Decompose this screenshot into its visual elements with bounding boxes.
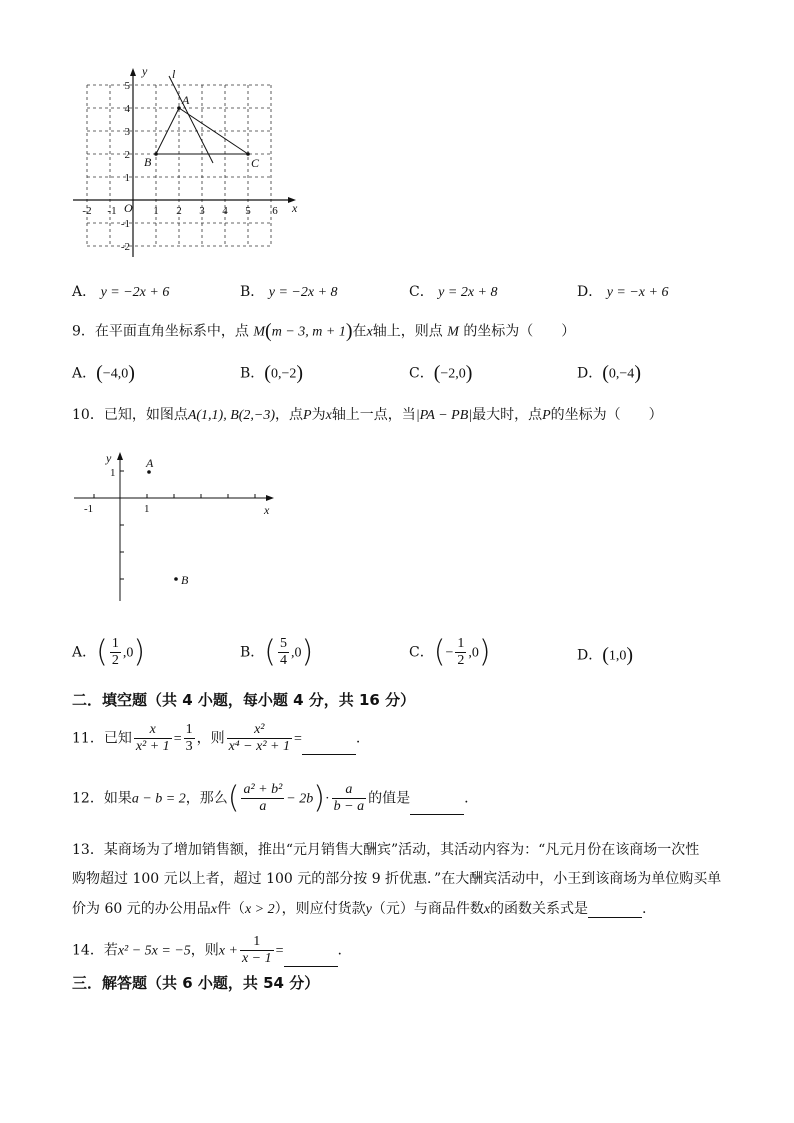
x-tick-one: 1 [144,503,150,515]
x-tick: -2 [82,205,92,217]
origin-label: O [124,201,133,215]
y-tick: 2 [124,149,130,161]
q14-stem: 14．若x² − 5x = −5，则x + $\frac{1}{x - 1}$ = . [72,934,342,966]
q9-option-b[interactable]: B．(0,−2) [240,362,304,384]
y-tick: -1 [120,218,130,230]
figure-1-grid [68,62,308,262]
point-c-label: C [251,156,260,170]
q8-option-a[interactable]: A． y = −2x + 6 [72,284,170,300]
q8-option-c[interactable]: C． y = 2x + 8 [409,284,498,300]
x-tick: 1 [153,205,159,217]
section-2-heading: 二．填空题（共 4 小题，每小题 4 分，共 16 分） [72,691,416,709]
x-tick: 6 [272,205,278,217]
q13-line-3: 价为 60 元的办公用品x件（x > 2），则应付货款y（元）与商品件数x的函数关系式是 . [72,901,647,917]
x-tick-neg-one: -1 [84,503,94,515]
q13-line-1: 13．某商场为了增加销售额，推出“元月销售大酬宾”活动，其活动内容为：“凡元月份在该商场一次性 [72,842,700,858]
y-tick: 1 [124,172,130,184]
section-3-heading: 三．解答题（共 6 小题，共 54 分） [72,974,320,992]
y-tick: 4 [124,103,130,115]
point-b-label: B [181,573,189,587]
q12-answer-blank[interactable] [410,800,464,815]
q10-stem: 10．已知，如图点A(1,1), B(2,−3)，点P为x轴上一点，当|PA − PB|最大时，点P的坐标为（ ） [72,407,663,423]
q8-option-d[interactable]: D． y = −x + 6 [577,284,669,300]
y-axis-label: y [142,64,148,78]
x-axis-label: x [264,503,270,517]
y-tick: 5 [124,80,130,92]
q11-answer-blank[interactable] [302,740,356,755]
q8-option-b[interactable]: B． y = −2x + 8 [240,284,338,300]
y-tick: 3 [124,126,130,138]
q13-line-2: 购物超过 100 元以上者，超过 100 元的部分按 9 折优惠．”在大酬宾活动中，小王到该商场为单位购买单 [72,871,722,887]
y-axis-label: y [106,451,112,465]
x-tick: 3 [199,205,205,217]
q10-option-b[interactable]: B．( $\frac{5}{4}$ ,0) [240,634,314,670]
x-tick: -1 [107,205,117,217]
q9-stem: 9．在平面直角坐标系中，点 M(m − 3, m + 1)在x轴上，则点 M 的坐标为（ ） [72,320,576,342]
y-tick-one: 1 [110,467,116,479]
point-a-label: A [182,93,190,107]
point-b-label: B [144,155,152,169]
x-tick: 5 [245,205,251,217]
y-tick: -2 [120,241,130,253]
figure-2-axes [70,446,280,606]
x-axis-label: x [292,201,298,215]
q9-option-a[interactable]: A．(−4,0) [72,362,135,384]
q10-option-c[interactable]: C．(− $\frac{1}{2}$ ,0) [409,634,491,670]
x-tick: 4 [222,205,228,217]
q10-option-d[interactable]: D．(1,0) [577,644,634,666]
q13-answer-blank[interactable] [588,903,642,918]
point-a-label: A [146,456,154,470]
x-tick: 2 [176,205,182,217]
q11-stem: 11．已知 $\frac{x}{\text{x² + 1}}$ = $\frac{1}{3}$ ，则 $\frac{\text{x²}}{\text{x⁴ − x² + 1}}$ = . [72,722,361,754]
q12-stem: 12．如果a − b = 2，那么( $\frac{\text{a² + b²}}{a}$ − 2b)· $\frac{a}{b - a}$ 的值是 . [72,780,469,816]
q9-option-c[interactable]: C．(−2,0) [409,362,473,384]
line-l-label: l [172,67,176,81]
q10-option-a[interactable]: A．( $\frac{1}{2}$ ,0) [72,634,146,670]
q9-option-d[interactable]: D．(0,−4) [577,362,641,384]
q14-answer-blank[interactable] [284,952,338,967]
